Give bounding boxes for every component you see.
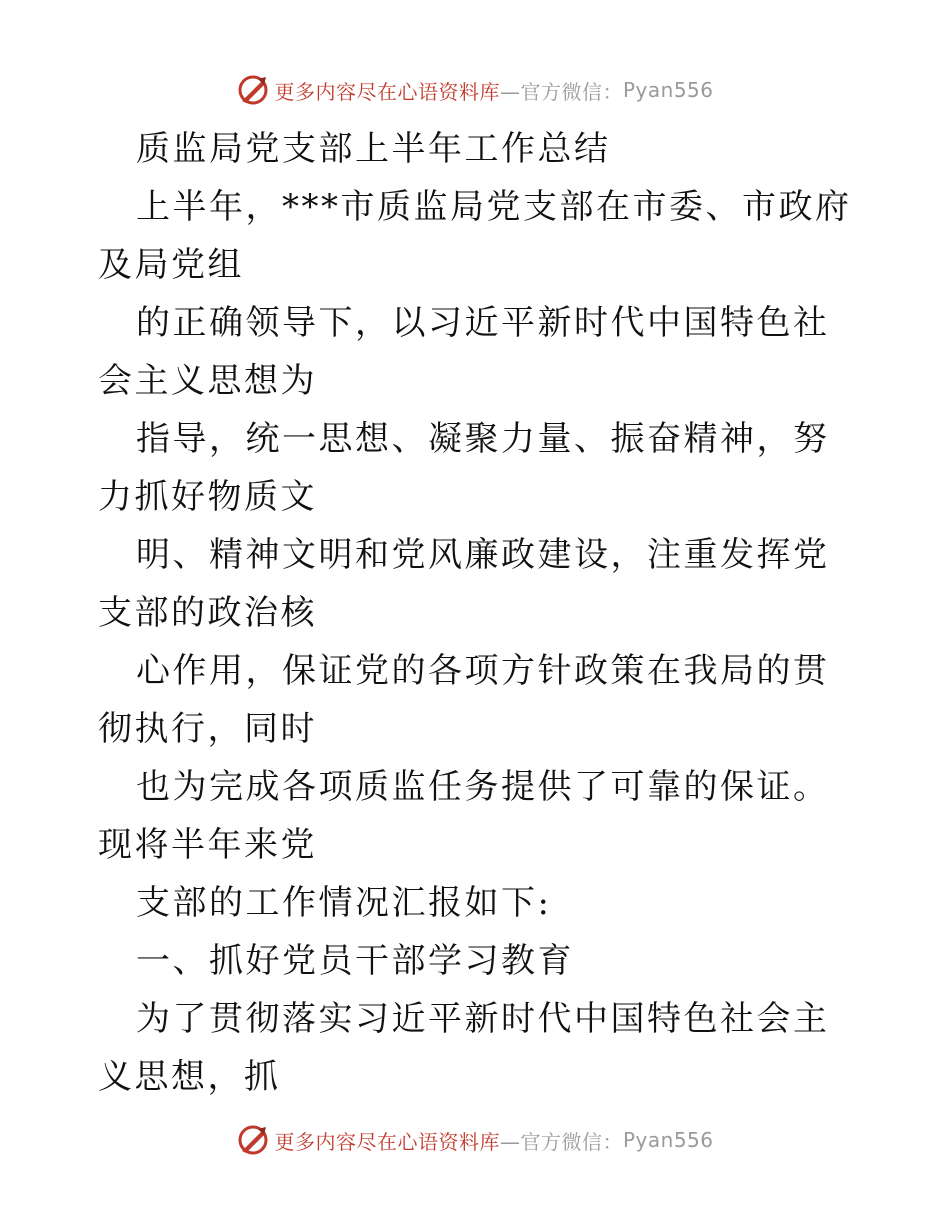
- document-title: 质监局党支部上半年工作总结: [136, 129, 611, 169]
- document-body: [98, 120, 858, 1106]
- footer-watermark-banner: [0, 1120, 950, 1160]
- header-watermark-banner: [0, 70, 950, 110]
- banner-wechat-id: Pyan556: [622, 1128, 714, 1152]
- paragraph: 支部的工作情况汇报如下:: [136, 883, 552, 923]
- paragraph: 为了贯彻落实习近平新时代中国特色社会主义思想，抓: [98, 999, 830, 1097]
- quill-logo-icon: [236, 73, 270, 107]
- quill-logo-icon: [236, 1123, 270, 1157]
- paragraph: 心作用，保证党的各项方针政策在我局的贯彻执行，同时: [98, 651, 830, 749]
- paragraph: 明、精神文明和党风廉政建设，注重发挥党支部的政治核: [98, 535, 830, 633]
- banner-site-name: 更多内容尽在心语资料库: [274, 79, 500, 104]
- paragraph: 指导，统一思想、凝聚力量、振奋精神，努力抓好物质文: [98, 419, 830, 517]
- paragraph: 上半年，***市质监局党支部在市委、市政府及局党组: [98, 187, 852, 285]
- banner-wechat-label: —官方微信：: [499, 1129, 623, 1154]
- paragraph: 也为完成各项质监任务提供了可靠的保证。现将半年来党: [98, 767, 830, 865]
- banner-wechat-id: Pyan556: [622, 78, 714, 102]
- banner-site-name: 更多内容尽在心语资料库: [274, 1129, 500, 1154]
- section-heading: 一、抓好党员干部学习教育: [136, 941, 574, 981]
- banner-wechat-label: —官方微信：: [499, 79, 623, 104]
- paragraph: 的正确领导下，以习近平新时代中国特色社会主义思想为: [98, 303, 830, 401]
